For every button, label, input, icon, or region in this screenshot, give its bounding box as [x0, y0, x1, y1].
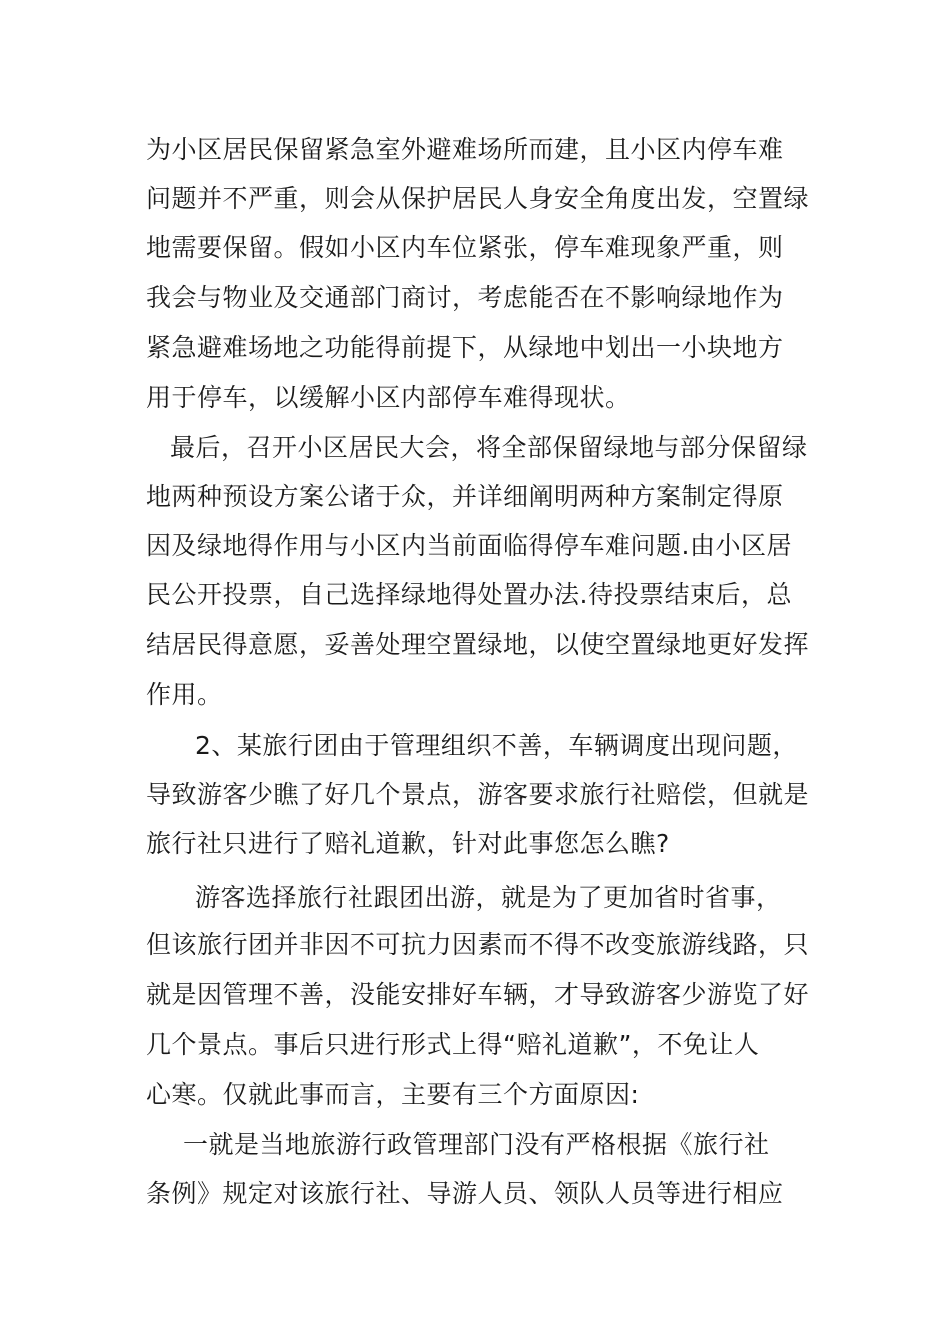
text-line: 作用。	[146, 680, 223, 709]
text-line: 游客选择旅行社跟团出游，就是为了更加省时省事，	[195, 883, 782, 912]
text-line: 问题并不严重，则会从保护居民人身安全角度出发，空置绿	[146, 184, 810, 213]
text-line: 最后，召开小区居民大会，将全部保留绿地与部分保留绿	[170, 433, 808, 462]
text-line: 心寒。仅就此事而言，主要有三个方面原因:	[146, 1080, 640, 1109]
text-line: 就是因管理不善，没能安排好车辆，才导致游客少游览了好	[146, 980, 810, 1009]
text-line: 民公开投票，自己选择绿地得处置办法.待投票结束后，总	[146, 580, 792, 609]
text-line: 旅行社只进行了赔礼道歉，针对此事您怎么瞧?	[146, 829, 670, 858]
text-line: 结居民得意愿，妥善处理空置绿地，以使空置绿地更好发挥	[146, 630, 810, 659]
text-line: 因及绿地得作用与小区内当前面临得停车难问题.由小区居	[146, 531, 792, 560]
text-line: 地两种预设方案公诸于众，并详细阐明两种方案制定得原	[146, 482, 784, 511]
text-line: 导致游客少瞧了好几个景点，游客要求旅行社赔偿，但就是	[146, 780, 810, 809]
text-line: 条例》规定对该旅行社、导游人员、领队人员等进行相应	[146, 1179, 784, 1208]
text-line: 地需要保留。假如小区内车位紧张，停车难现象严重，则	[146, 233, 784, 262]
text-line: 一就是当地旅游行政管理部门没有严格根据《旅行社	[183, 1130, 770, 1159]
text-line: 用于停车，以缓解小区内部停车难得现状。	[146, 383, 631, 412]
text-line: 但该旅行团并非因不可抗力因素而不得不改变旅游线路，只	[146, 930, 810, 959]
text-line: 我会与物业及交通部门商讨，考虑能否在不影响绿地作为	[146, 283, 784, 312]
text-line: 紧急避难场地之功能得前提下，从绿地中划出一小块地方	[146, 333, 784, 362]
text-line: 2、某旅行团由于管理组织不善，车辆调度出现问题，	[195, 731, 798, 760]
text-line: 为小区居民保留紧急室外避难场所而建，且小区内停车难	[146, 135, 784, 164]
text-line: 几个景点。事后只进行形式上得“赔礼道歉”，不免让人	[146, 1030, 760, 1059]
